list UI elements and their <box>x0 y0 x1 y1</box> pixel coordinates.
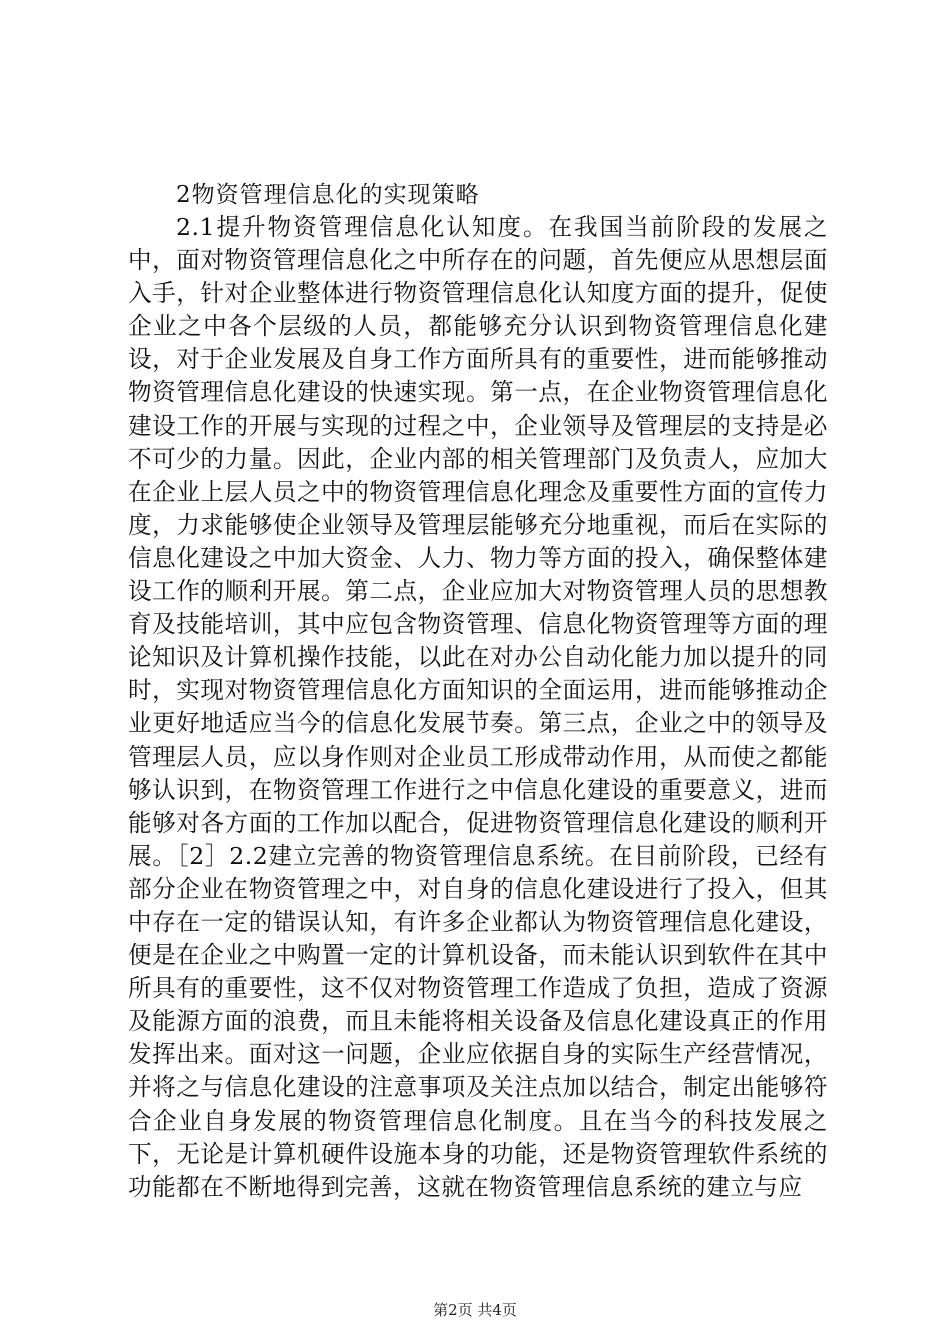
body-paragraph: 2.1提升物资管理信息化认知度。在我国当前阶段的发展之中，面对物资管理信息化之中所存在的问题，首先便应从思想层面入手，针对企业整体进行物资管理信息化认知度方面的提升，促使企业之中各个层级的人员，都能够充分认识到物资管理信息化建设，对于企业发展及自身工作方面所具有的重要性，进而能够推动物资管理信息化建设的快速实现。第一点，在企业物资管理信息化建设工作的开展与实现的过程之中，企业领导及管理层的支持是必不可少的力量。因此，企业内部的相关管理部门及负责人，应加大在企业上层人员之中的物资管理信息化理念及重要性方面的宣传力度，力求能够使企业领导及管理层能够充分地重视，而后在实际的信息化建设之中加大资金、人力、物力等方面的投入，确保整体建设工作的顺利开展。第二点，企业应加大对物资管理人员的思想教育及技能培训，其中应包含物资管理、信息化物资管理等方面的理论知识及计算机操作技能，以此在对办公自动化能力加以提升的同时，实现对物资管理信息化方面知识的全面运用，进而能够推动企业更好地适应当今的信息化发展节奏。第三点，企业之中的领导及管理层人员，应以身作则对企业员工形成带动作用，从而使之都能够认识到，在物资管理工作进行之中信息化建设的重要意义，进而能够对各方面的工作加以配合，促进物资管理信息化建设的顺利开展。［2］2.2建立完善的物资管理信息系统。在目前阶段，已经有部分企业在物资管理之中，对自身的信息化建设进行了投入，但其中存在一定的错误认知，有许多企业都认为物资管理信息化建设，便是在企业之中购置一定的计算机设备，而未能认识到软件在其中所具有的重要性，这不仅对物资管理工作造成了负担，造成了资源及能源方面的浪费，而且未能将相关设备及信息化建设真正的作用发挥出来。面对这一问题，企业应依据自身的实际生产经营情况，并将之与信息化建设的注意事项及关注点加以结合，制定出能够符合企业自身发展的物资管理信息化制度。且在当今的科技发展之下，无论是计算机硬件设施本身的功能，还是物资管理软件系统的功能都在不断地得到完善，这就在物资管理信息系统的建立与应 <box>128 213 828 1201</box>
section-heading: 2物资管理信息化的实现策略 <box>176 182 480 208</box>
page-footer: 第2页 共4页 <box>433 1301 517 1319</box>
